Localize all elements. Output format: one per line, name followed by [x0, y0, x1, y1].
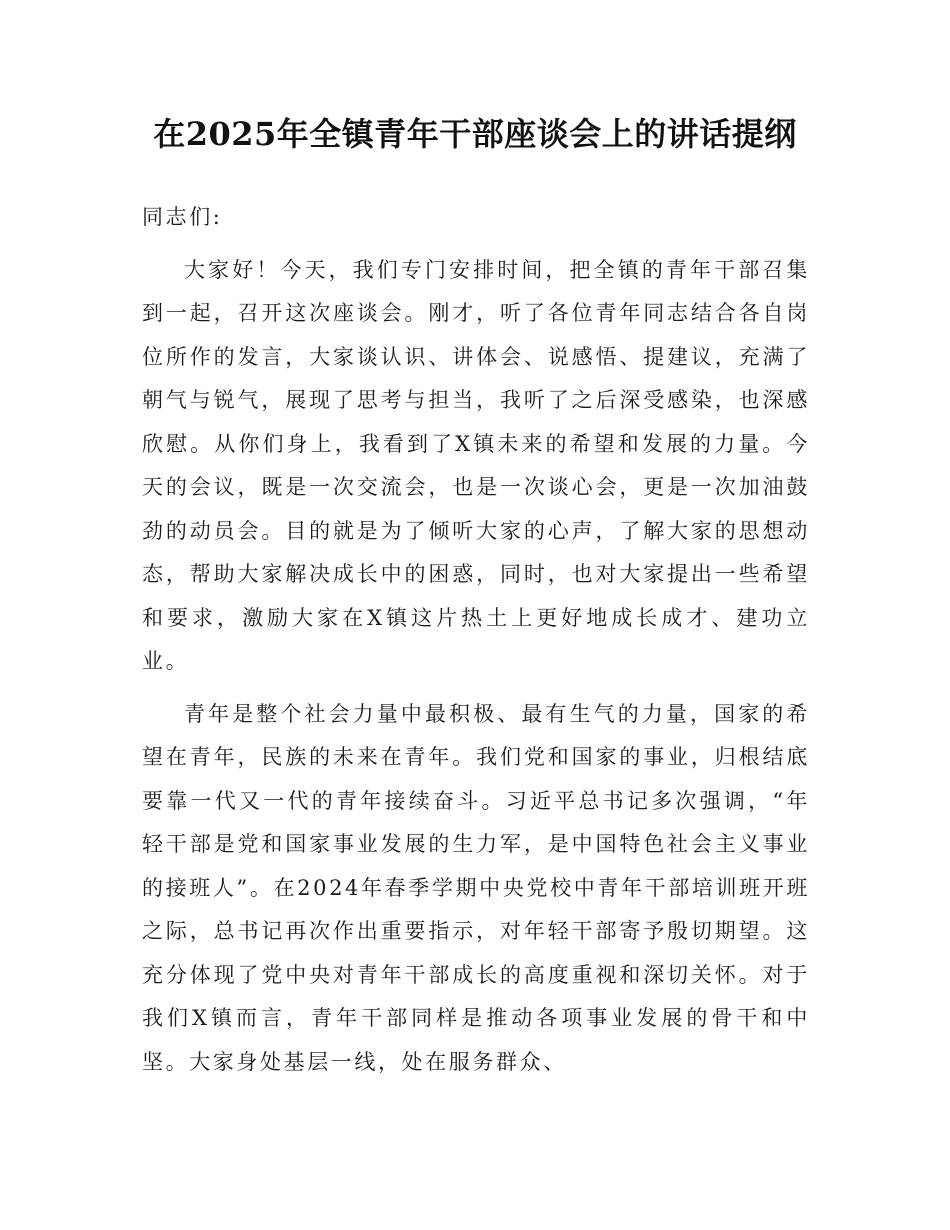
salutation: 同志们:	[142, 205, 223, 229]
paragraph-opening: 大家好！今天，我们专门安排时间，把全镇的青年干部召集到一起，召开这次座谈会。刚才，听了各位青年同志结合各自岗位所作的发言，大家谈认识、讲体会、说感悟、提建议，充满了朝气与锐气，展现了思考与担当，我听了之后深受感染，也深感欣慰。从你们身上，我看到了X镇未来的希望和发展的力量。今天的会议，既是一次交流会，也是一次谈心会，更是一次加油鼓劲的动员会。目的就是为了倾听大家的心声，了解大家的思想动态，帮助大家解决成长中的困惑，同时，也对大家提出一些希望和要求，激励大家在X镇这片热土上更好地成长成才、建功立业。	[142, 257, 810, 673]
paragraph-youth: 青年是整个社会力量中最积极、最有生气的力量，国家的希望在青年，民族的未来在青年。我们党和国家的事业，归根结底要靠一代又一代的青年接续奋斗。习近平总书记多次强调，“年轻干部是党和国家事业发展的生力军，是中国特色社会主义事业的接班人”。在2024年春季学期中央党校中青年干部培训班开班之际，总书记再次作出重要指示，对年轻干部寄予殷切期望。这充分体现了党中央对青年干部成长的高度重视和深切关怀。对于我们X镇而言，青年干部同样是推动各项事业发展的骨干和中坚。大家身处基层一线，处在服务群众、	[142, 701, 810, 1074]
document-title: 在2025年全镇青年干部座谈会上的讲话提纲	[153, 115, 797, 153]
document-body	[142, 196, 810, 1084]
